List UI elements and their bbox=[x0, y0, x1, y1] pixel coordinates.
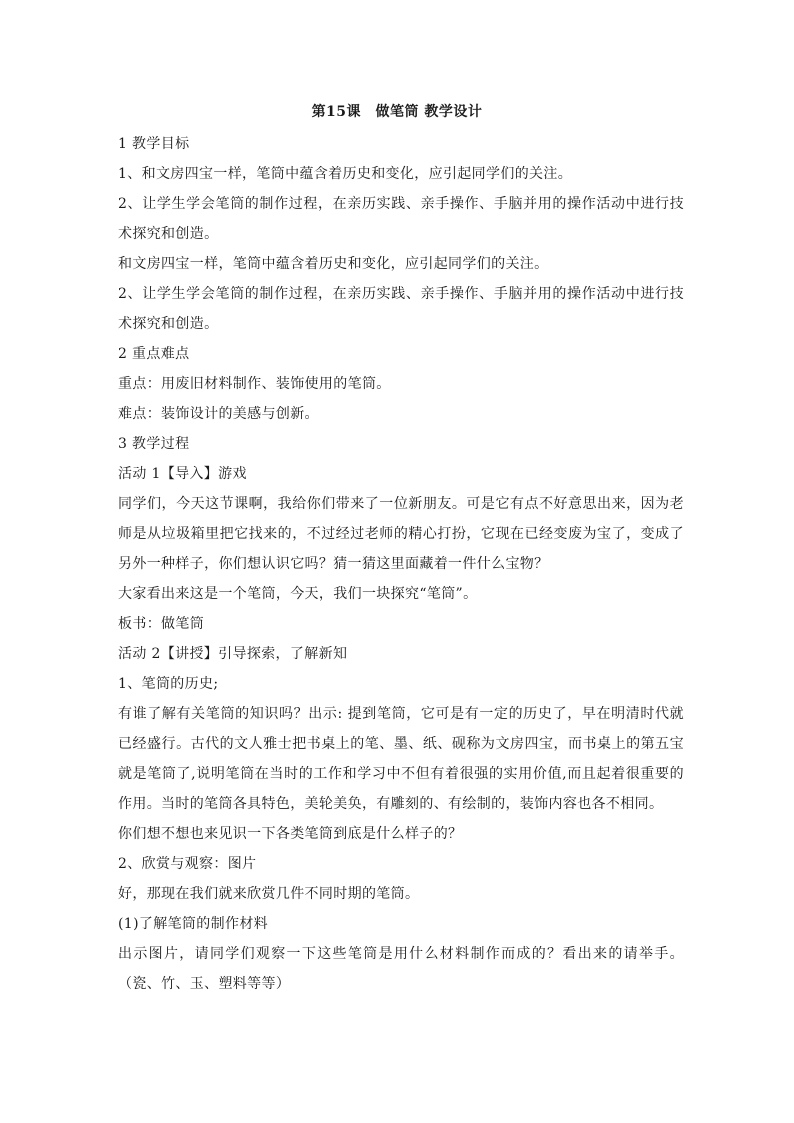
objective-item: 和文房四宝一样，笔筒中蕴含着历史和变化，应引起同学们的关注。 bbox=[118, 256, 549, 272]
objective-item: 1、和文房四宝一样，笔筒中蕴含着历史和变化，应引起同学们的关注。 bbox=[118, 166, 573, 182]
subsection-heading: 2、欣赏与观察：图片 bbox=[118, 856, 257, 872]
activity-heading: 活动 2【讲授】引导探索，了解新知 bbox=[118, 646, 348, 662]
subsection-heading: (1)了解笔筒的制作材料 bbox=[118, 916, 269, 932]
blackboard-note: 板书：做笔筒 bbox=[118, 616, 205, 632]
body-paragraph: 有谁了解有关笔筒的知识吗？出示: 提到笔筒，它可是有一定的历史了，早在明清时代就已经盛行。古代的文人雅士把书桌上的笔、墨、纸、砚称为文房四宝，而书桌上的第五宝就是笔筒了,说明笔筒在当时的工作和学习中不但有着很强的实用价值,而且起着很重要的作用。当时的笔筒各具特色，美轮美奂，有雕刻的、有绘制的，装饰内容也各不相同。 bbox=[118, 706, 684, 812]
section-heading-key-points: 2 重点难点 bbox=[118, 346, 190, 362]
key-point-text: 重点：用废旧材料制作、装饰使用的笔筒。 bbox=[118, 376, 391, 392]
body-paragraph: 大家看出来这是一个笔筒，今天，我们一块探究“笔筒”。 bbox=[118, 586, 478, 602]
activity-heading: 活动 1【导入】游戏 bbox=[118, 466, 247, 482]
objective-item: 2、让学生学会笔筒的制作过程，在亲历实践、亲手操作、手脑并用的操作活动中进行技术探究和创造。 bbox=[118, 286, 684, 332]
document-title: 第15课 做笔筒 教学设计 bbox=[311, 104, 483, 120]
body-paragraph: 同学们，今天这节课啊，我给你们带来了一位新朋友。可是它有点不好意思出来，因为老师是从垃圾箱里把它找来的，不过经过老师的精心打扮，它现在已经变废为宝了，变成了另外一种样子，你们想认识它吗？猜一猜这里面藏着一件什么宝物？ bbox=[118, 496, 684, 572]
objective-item: 2、让学生学会笔筒的制作过程，在亲历实践、亲手操作、手脑并用的操作活动中进行技术探究和创造。 bbox=[118, 196, 684, 242]
section-heading-objectives: 1 教学目标 bbox=[118, 136, 190, 152]
body-paragraph: 你们想不想也来见识一下各类笔筒到底是什么样子的？ bbox=[118, 826, 463, 842]
body-paragraph: 出示图片，请同学们观察一下这些笔筒是用什么材料制作而成的？看出来的请举手。（瓷、竹、玉、塑料等等） bbox=[118, 946, 684, 992]
document-body bbox=[118, 129, 684, 999]
section-heading-process: 3 教学过程 bbox=[118, 436, 190, 452]
subsection-heading: 1、笔筒的历史; bbox=[118, 676, 219, 692]
body-paragraph: 好，那现在我们就来欣赏几件不同时期的笔筒。 bbox=[118, 886, 420, 902]
difficulty-text: 难点：装饰设计的美感与创新。 bbox=[118, 406, 319, 422]
